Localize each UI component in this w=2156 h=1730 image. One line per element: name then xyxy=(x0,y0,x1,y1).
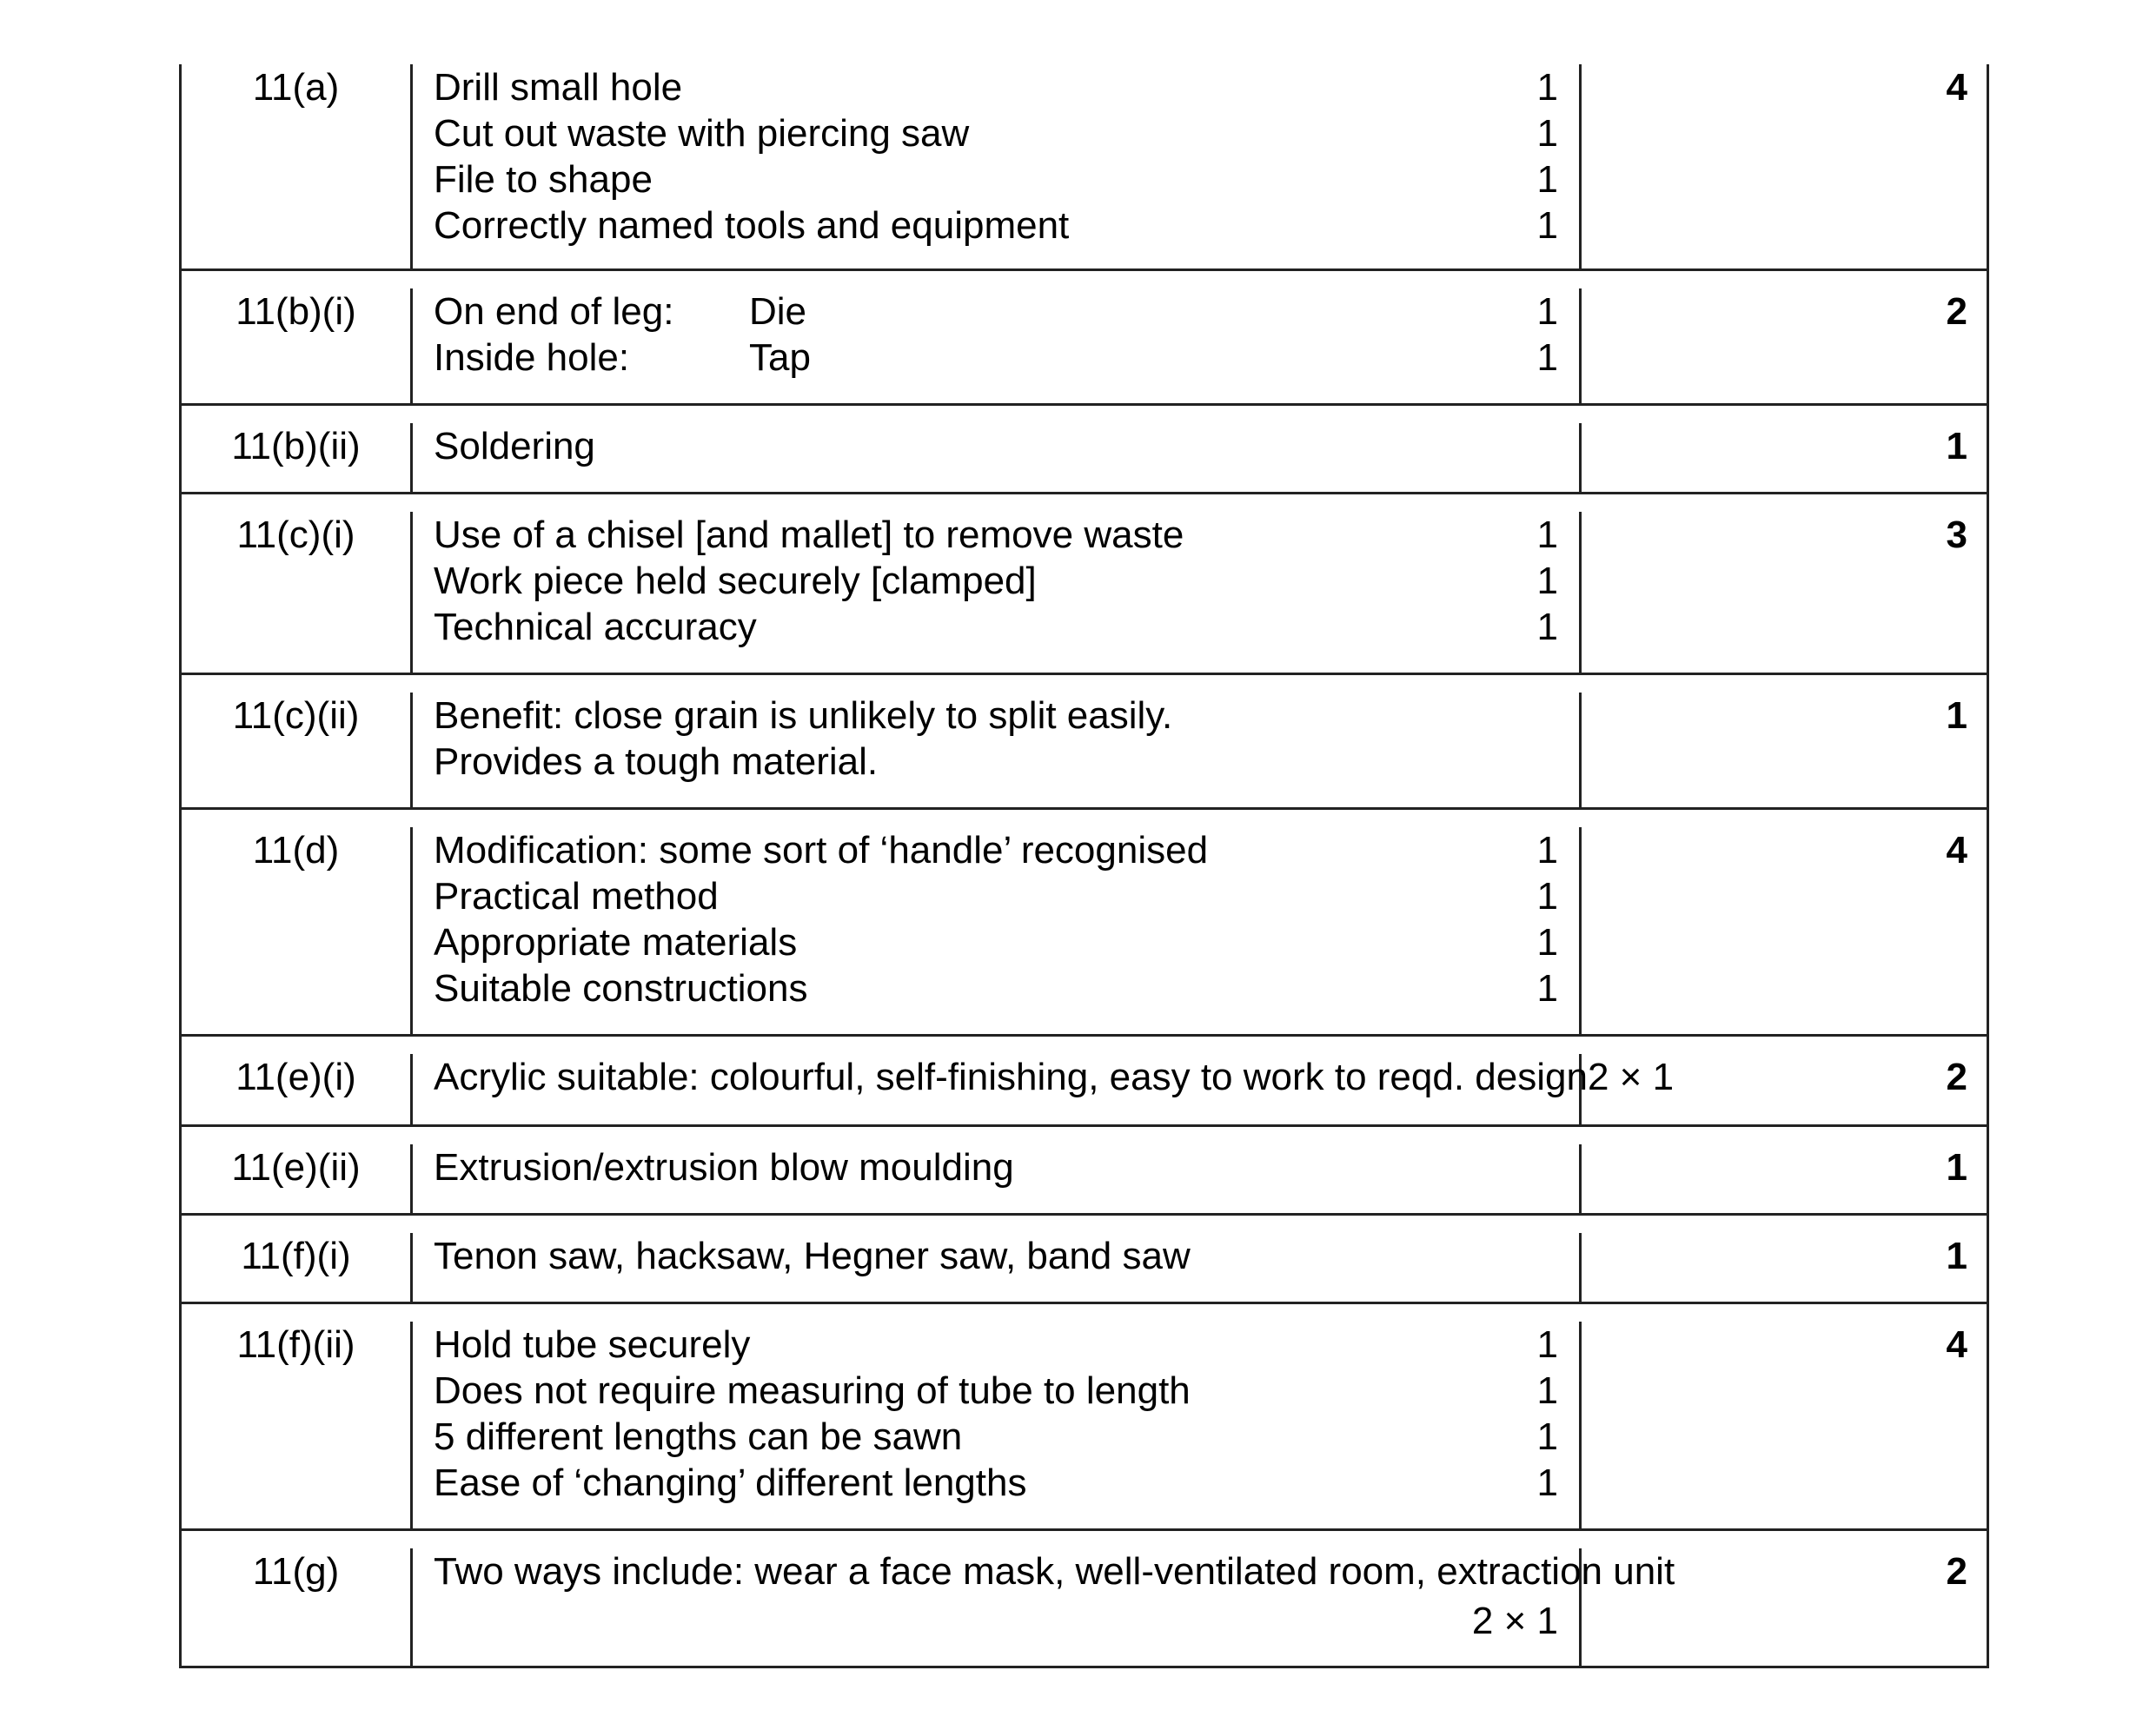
answer-line xyxy=(434,739,1558,785)
answer-text: Suitable constructions xyxy=(434,967,808,1010)
answer-line xyxy=(434,1233,1558,1279)
answer-text: Tenon saw, hacksaw, Hegner saw, band saw xyxy=(434,1235,1191,1277)
answer-line xyxy=(434,1368,1558,1414)
answer-line xyxy=(434,512,1558,558)
table-row xyxy=(182,1037,1987,1127)
answer-cell xyxy=(413,827,1582,1034)
answer-label: On end of leg: xyxy=(434,290,674,333)
table-row xyxy=(182,1127,1987,1216)
answer-mark: 1 xyxy=(1536,829,1558,872)
answer-text: Provides a tough material. xyxy=(434,740,879,783)
total-marks: 1 xyxy=(1946,1235,1967,1277)
answer-text: Die xyxy=(749,290,807,333)
answer-cell xyxy=(413,423,1582,492)
answer-text: File to shape xyxy=(434,158,653,201)
question-number: 11(e)(ii) xyxy=(182,1144,413,1213)
answer-mark: 1 xyxy=(1536,1323,1558,1366)
answer-mark: 1 xyxy=(1536,514,1558,556)
answer-text: Ease of ‘changing’ different lengths xyxy=(434,1462,1027,1504)
table-row xyxy=(182,810,1987,1037)
answer-mark: 2 × 1 xyxy=(1587,1056,1675,1098)
answer-text: Use of a chisel [and mallet] to remove waste xyxy=(434,514,1184,556)
answer-mark: 1 xyxy=(1536,1369,1558,1412)
answer-mark: 1 xyxy=(1536,336,1558,379)
answer-mark xyxy=(1454,1144,1558,1190)
question-number: 11(a) xyxy=(182,64,413,268)
total-marks: 4 xyxy=(1946,66,1967,109)
answer-text: Work piece held securely [clamped] xyxy=(434,560,1037,602)
answer-text: Two ways include: wear a face mask, well-ventilated room, extraction unit xyxy=(434,1550,1675,1593)
answer-text: Does not require measuring of tube to length xyxy=(434,1369,1191,1412)
total-marks: 1 xyxy=(1946,1146,1967,1189)
answer-mark xyxy=(1454,739,1558,785)
answer-line xyxy=(434,423,1558,469)
answer-line xyxy=(434,288,1558,335)
question-number: 11(c)(ii) xyxy=(182,693,413,807)
answer-line xyxy=(434,110,1558,156)
answer-mark: 1 xyxy=(1536,112,1558,155)
mark-scheme-table xyxy=(179,64,1989,1668)
question-number: 11(e)(i) xyxy=(182,1054,413,1124)
answer-line xyxy=(434,965,1558,1011)
answer-line xyxy=(434,693,1558,739)
question-number: 11(c)(i) xyxy=(182,512,413,673)
question-number: 11(f)(ii) xyxy=(182,1322,413,1528)
answer-mark: 1 xyxy=(1536,204,1558,247)
answer-cell xyxy=(413,64,1582,268)
answer-mark xyxy=(1454,1233,1558,1279)
answer-line xyxy=(434,1460,1558,1506)
answer-line xyxy=(434,1548,1675,1594)
answer-mark xyxy=(1454,693,1558,739)
answer-line xyxy=(434,1414,1558,1460)
answer-cell xyxy=(413,512,1582,673)
answer-cell xyxy=(413,1144,1582,1213)
total-marks: 2 xyxy=(1946,290,1967,333)
answer-text: Cut out waste with piercing saw xyxy=(434,112,970,155)
answer-cell xyxy=(413,1322,1582,1528)
table-row xyxy=(182,1531,1987,1668)
answer-text: Practical method xyxy=(434,875,719,918)
answer-line xyxy=(434,156,1558,202)
answer-mark: 1 xyxy=(1536,1462,1558,1504)
answer-cell xyxy=(413,288,1582,403)
answer-text: Technical accuracy xyxy=(434,606,757,648)
answer-text: Drill small hole xyxy=(434,66,683,109)
answer-line xyxy=(434,64,1558,110)
answer-mark: 1 xyxy=(1536,66,1558,109)
answer-mark: 2 × 1 xyxy=(1471,1600,1558,1642)
answer-mark: 1 xyxy=(1536,1415,1558,1458)
table-row xyxy=(182,271,1987,406)
answer-cell xyxy=(413,1233,1582,1302)
answer-line xyxy=(434,827,1558,873)
answer-cell xyxy=(413,693,1582,807)
table-row xyxy=(182,675,1987,810)
total-marks: 1 xyxy=(1946,694,1967,737)
answer-line xyxy=(434,202,1558,249)
total-marks: 4 xyxy=(1946,1323,1967,1366)
answer-mark: 1 xyxy=(1536,875,1558,918)
answer-label: Inside hole: xyxy=(434,336,630,379)
answer-text: Soldering xyxy=(434,425,595,467)
answer-text: Acrylic suitable: colourful, self-finishing, easy to work to reqd. design xyxy=(434,1056,1588,1098)
answer-line xyxy=(434,558,1558,604)
answer-text: Modification: some sort of ‘handle’ recognised xyxy=(434,829,1209,872)
total-marks: 1 xyxy=(1946,425,1967,467)
table-row xyxy=(182,1216,1987,1304)
table-row xyxy=(182,64,1987,271)
table-row xyxy=(182,406,1987,494)
total-marks: 3 xyxy=(1946,514,1967,556)
answer-text: Extrusion/extrusion blow moulding xyxy=(434,1146,1014,1189)
answer-text: 5 different lengths can be sawn xyxy=(434,1415,963,1458)
question-number: 11(f)(i) xyxy=(182,1233,413,1302)
total-marks: 2 xyxy=(1946,1056,1967,1098)
answer-mark: 1 xyxy=(1536,560,1558,602)
answer-text: Hold tube securely xyxy=(434,1323,751,1366)
total-marks: 2 xyxy=(1946,1550,1967,1593)
answer-mark: 1 xyxy=(1536,290,1558,333)
answer-mark: 1 xyxy=(1536,967,1558,1010)
answer-mark: 1 xyxy=(1536,158,1558,201)
answer-line xyxy=(434,604,1558,650)
answer-cell xyxy=(413,1054,1675,1124)
answer-line xyxy=(434,873,1558,919)
answer-text: Tap xyxy=(749,336,811,379)
answer-text: Benefit: close grain is unlikely to split easily. xyxy=(434,694,1173,737)
answer-line xyxy=(434,1144,1558,1190)
question-number: 11(b)(ii) xyxy=(182,423,413,492)
answer-text: Appropriate materials xyxy=(434,921,798,964)
total-marks: 4 xyxy=(1946,829,1967,872)
answer-mark: 1 xyxy=(1536,606,1558,648)
answer-cell xyxy=(413,1548,1675,1666)
answer-line xyxy=(434,1322,1558,1368)
answer-line xyxy=(434,1054,1675,1100)
question-number: 11(d) xyxy=(182,827,413,1034)
answer-mark xyxy=(1454,423,1558,469)
table-row xyxy=(182,494,1987,675)
question-number: 11(b)(i) xyxy=(182,288,413,403)
answer-text: Correctly named tools and equipment xyxy=(434,204,1070,247)
question-number: 11(g) xyxy=(182,1548,413,1666)
answer-line xyxy=(434,335,1558,381)
answer-line xyxy=(434,919,1558,965)
answer-mark: 1 xyxy=(1536,921,1558,964)
table-row xyxy=(182,1304,1987,1531)
